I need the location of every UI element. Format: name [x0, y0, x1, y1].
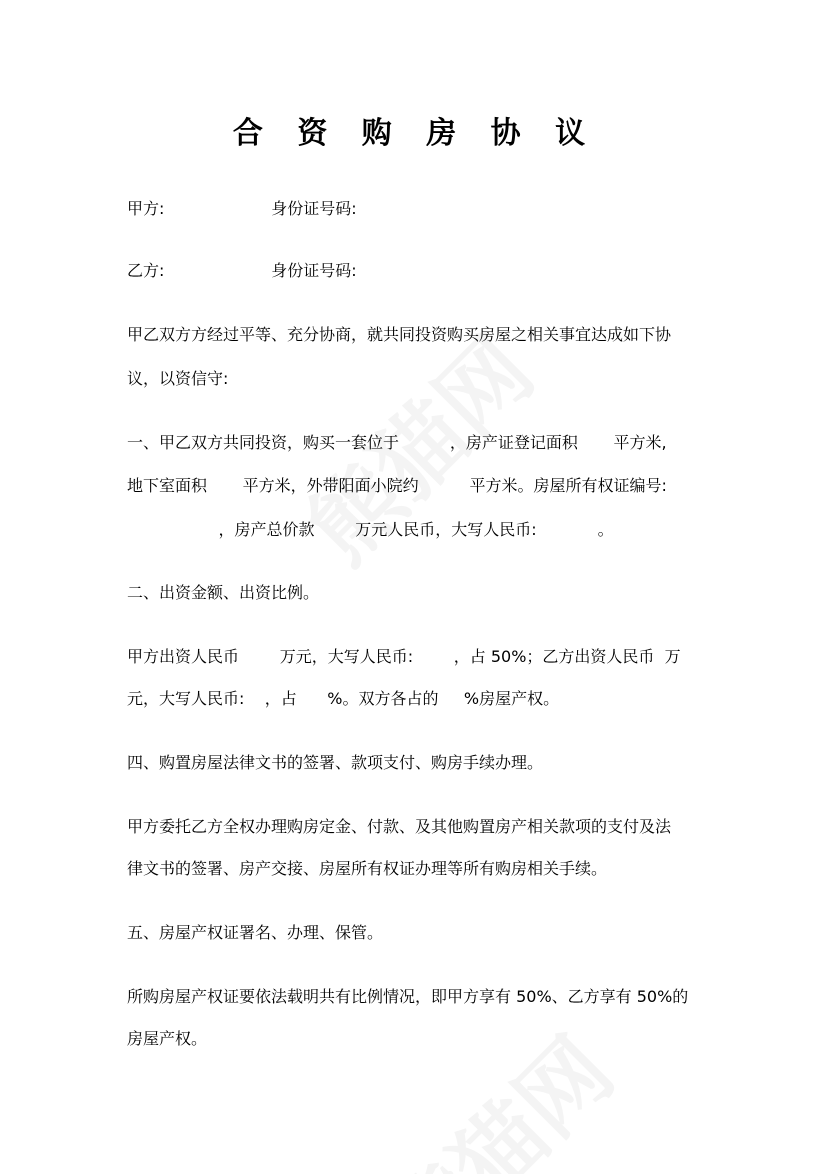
clause-five-body: 所购房屋产权证要依法载明共有比例情况，即甲方享有 50%、乙方享有 50%的 — [127, 987, 689, 1006]
contribution-line: 甲方出资人民币 万元，大写人民币: ，占 50%；乙方出资人民币 万 — [127, 647, 681, 666]
clause-one-line: 地下室面积 平方米，外带阳面小院约 平方米。房屋所有权证编号: — [127, 476, 667, 495]
clause-five-body: 房屋产权。 — [127, 1029, 208, 1048]
clause-five-heading: 五、房屋产权证署名、办理、保管。 — [127, 923, 384, 942]
document-title: 合 资 购 房 协 议 — [232, 116, 598, 151]
clause-four-heading: 四、购置房屋法律文书的签署、款项支付、购房手续办理。 — [127, 753, 544, 772]
clause-one-line: ，房产总价款 万元人民币，大写人民币: 。 — [127, 520, 614, 539]
clause-four-body: 甲方委托乙方全权办理购房定金、付款、及其他购置房产相关款项的支付及法 — [127, 817, 672, 836]
party-a-line: 甲方: 身份证号码: — [127, 199, 357, 218]
preamble-line: 甲乙双方方经过平等、充分协商，就共同投资购买房屋之相关事宜达成如下协 — [127, 325, 672, 344]
party-b-line: 乙方: 身份证号码: — [127, 261, 357, 280]
clause-one-line: 一、甲乙双方共同投资，购买一套位于 ，房产证登记面积 平方米, — [127, 433, 667, 452]
preamble-line: 议，以资信守: — [127, 369, 229, 388]
clause-two-heading: 二、出资金额、出资比例。 — [127, 583, 320, 602]
clause-four-body: 律文书的签署、房产交接、房屋所有权证办理等所有购房相关手续。 — [127, 859, 608, 878]
contribution-line: 元，大写人民币: ，占 %。双方各占的 %房屋产权。 — [127, 689, 560, 708]
watermark — [354, 1004, 637, 1174]
